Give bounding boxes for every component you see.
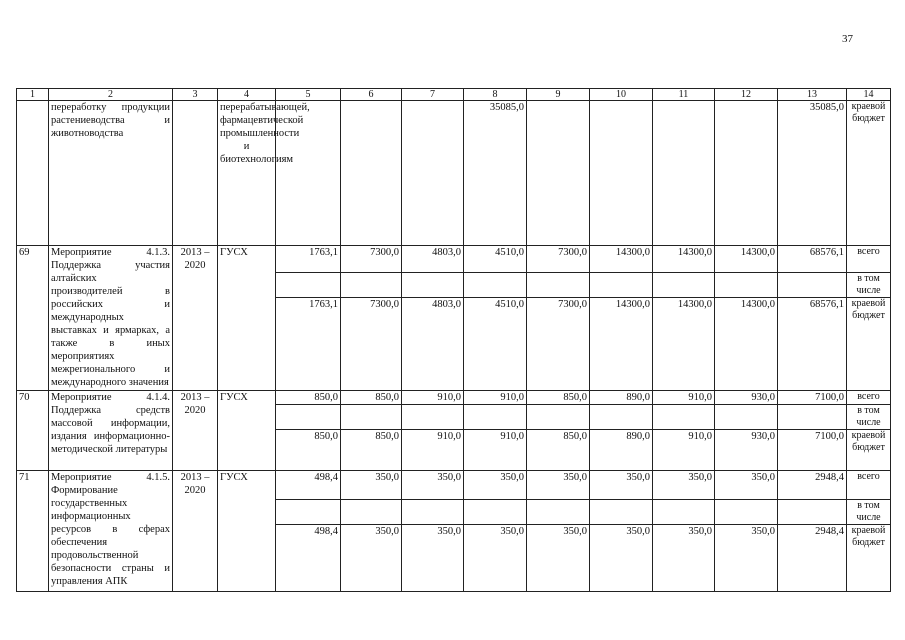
funding-source-cell: в том числе: [847, 405, 891, 430]
value-cell: 4510,0: [464, 298, 527, 391]
activity-name-cell: Мероприятие 4.1.5. Формирование государственных информационных ресурсов в сферах обеспечения продовольственной безопасности страны и управления АПК: [49, 471, 173, 592]
value-cell: [715, 273, 778, 298]
column-header: 9: [527, 89, 590, 101]
value-cell: 35085,0: [464, 101, 527, 246]
value-cell: [527, 500, 590, 525]
value-cell: [402, 500, 464, 525]
table-row: [17, 101, 891, 246]
value-cell: [464, 273, 527, 298]
value-cell: 350,0: [341, 525, 402, 592]
table-row: [17, 391, 891, 405]
executor-cell: ГУСХ: [218, 471, 276, 592]
value-cell: [527, 101, 590, 246]
value-cell: 850,0: [341, 430, 402, 471]
column-header: 8: [464, 89, 527, 101]
value-cell: 14300,0: [653, 298, 715, 391]
value-cell: 350,0: [527, 525, 590, 592]
total-cell: 7100,0: [778, 391, 847, 405]
executor-cell: ГУСХ: [218, 391, 276, 471]
value-cell: 350,0: [341, 471, 402, 500]
value-cell: [653, 101, 715, 246]
value-cell: [653, 273, 715, 298]
header-row: [17, 89, 891, 101]
page-number: 37: [842, 33, 853, 45]
value-cell: 350,0: [464, 471, 527, 500]
value-cell: [402, 273, 464, 298]
value-cell: [590, 101, 653, 246]
value-cell: [402, 101, 464, 246]
value-cell: 350,0: [715, 471, 778, 500]
executor-cell: перерабатывающей, фармацевтической промышленности и биотехнологиям: [218, 101, 276, 246]
value-cell: 350,0: [402, 471, 464, 500]
value-cell: 4803,0: [402, 246, 464, 273]
value-cell: [590, 405, 653, 430]
value-cell: 14300,0: [715, 246, 778, 273]
value-cell: 850,0: [276, 430, 341, 471]
value-cell: [464, 500, 527, 525]
column-header: 1: [17, 89, 49, 101]
column-header: 4: [218, 89, 276, 101]
funding-source-cell: всего: [847, 391, 891, 405]
value-cell: 890,0: [590, 391, 653, 405]
value-cell: 910,0: [464, 391, 527, 405]
funding-source-cell: в том числе: [847, 273, 891, 298]
value-cell: [715, 500, 778, 525]
column-header: 12: [715, 89, 778, 101]
row-number-cell: 70: [17, 391, 49, 471]
column-header: 3: [173, 89, 218, 101]
value-cell: [527, 273, 590, 298]
value-cell: 850,0: [276, 391, 341, 405]
total-cell: 2948,4: [778, 525, 847, 592]
table-row: [17, 471, 891, 500]
value-cell: 930,0: [715, 391, 778, 405]
value-cell: 350,0: [402, 525, 464, 592]
value-cell: 350,0: [464, 525, 527, 592]
value-cell: [464, 405, 527, 430]
value-cell: [715, 101, 778, 246]
column-header: 13: [778, 89, 847, 101]
total-cell: [778, 405, 847, 430]
value-cell: 350,0: [527, 471, 590, 500]
value-cell: 910,0: [402, 430, 464, 471]
value-cell: 4510,0: [464, 246, 527, 273]
executor-cell: ГУСХ: [218, 246, 276, 391]
value-cell: 4803,0: [402, 298, 464, 391]
value-cell: 1763,1: [276, 298, 341, 391]
row-number-cell: 69: [17, 246, 49, 391]
total-cell: 2948,4: [778, 471, 847, 500]
value-cell: [341, 405, 402, 430]
column-header: 14: [847, 89, 891, 101]
value-cell: [276, 273, 341, 298]
total-cell: 68576,1: [778, 246, 847, 273]
value-cell: 498,4: [276, 525, 341, 592]
total-cell: 68576,1: [778, 298, 847, 391]
value-cell: 14300,0: [653, 246, 715, 273]
value-cell: [402, 405, 464, 430]
value-cell: 910,0: [653, 391, 715, 405]
value-cell: 14300,0: [590, 298, 653, 391]
value-cell: [590, 500, 653, 525]
value-cell: [341, 101, 402, 246]
period-cell: [173, 101, 218, 246]
value-cell: 890,0: [590, 430, 653, 471]
column-header: 10: [590, 89, 653, 101]
column-header: 6: [341, 89, 402, 101]
row-number-cell: [17, 101, 49, 246]
column-header: 5: [276, 89, 341, 101]
total-cell: [778, 273, 847, 298]
funding-source-cell: краевой бюджет: [847, 298, 891, 391]
value-cell: 350,0: [653, 525, 715, 592]
value-cell: [653, 405, 715, 430]
value-cell: 850,0: [527, 391, 590, 405]
value-cell: [653, 500, 715, 525]
funding-source-cell: всего: [847, 246, 891, 273]
value-cell: 350,0: [653, 471, 715, 500]
value-cell: 350,0: [590, 471, 653, 500]
value-cell: [527, 405, 590, 430]
funding-source-cell: краевой бюджет: [847, 430, 891, 471]
column-header: 2: [49, 89, 173, 101]
period-cell: 2013 – 2020: [173, 391, 218, 471]
value-cell: 350,0: [715, 525, 778, 592]
value-cell: 350,0: [590, 525, 653, 592]
funding-source-cell: краевой бюджет: [847, 101, 891, 246]
period-cell: 2013 – 2020: [173, 246, 218, 391]
value-cell: 7300,0: [341, 246, 402, 273]
budget-table: [16, 88, 891, 592]
period-cell: 2013 – 2020: [173, 471, 218, 592]
funding-source-cell: в том числе: [847, 500, 891, 525]
value-cell: 14300,0: [715, 298, 778, 391]
value-cell: [341, 273, 402, 298]
funding-source-cell: всего: [847, 471, 891, 500]
value-cell: 910,0: [464, 430, 527, 471]
activity-name-cell: Мероприятие 4.1.4. Поддержка средств массовой информации, издания информационно-методической литературы: [49, 391, 173, 471]
table-row: [17, 246, 891, 273]
row-number-cell: 71: [17, 471, 49, 592]
value-cell: 910,0: [402, 391, 464, 405]
value-cell: 850,0: [527, 430, 590, 471]
value-cell: [276, 500, 341, 525]
value-cell: 14300,0: [590, 246, 653, 273]
funding-source-cell: краевой бюджет: [847, 525, 891, 592]
value-cell: 850,0: [341, 391, 402, 405]
value-cell: 7300,0: [341, 298, 402, 391]
value-cell: [341, 500, 402, 525]
total-cell: 7100,0: [778, 430, 847, 471]
total-cell: [778, 500, 847, 525]
column-header: 7: [402, 89, 464, 101]
value-cell: [276, 405, 341, 430]
total-cell: 35085,0: [778, 101, 847, 246]
value-cell: 7300,0: [527, 246, 590, 273]
value-cell: [715, 405, 778, 430]
value-cell: [590, 273, 653, 298]
activity-name-cell: переработку продукции растениеводства и животноводства: [49, 101, 173, 246]
value-cell: 910,0: [653, 430, 715, 471]
value-cell: 1763,1: [276, 246, 341, 273]
column-header: 11: [653, 89, 715, 101]
value-cell: 930,0: [715, 430, 778, 471]
value-cell: 7300,0: [527, 298, 590, 391]
activity-name-cell: Мероприятие 4.1.3. Поддержка участия алтайских производителей в российских и международных выставках и ярмарках, а также в иных мероприятиях межрегионального и международного значения: [49, 246, 173, 391]
value-cell: 498,4: [276, 471, 341, 500]
